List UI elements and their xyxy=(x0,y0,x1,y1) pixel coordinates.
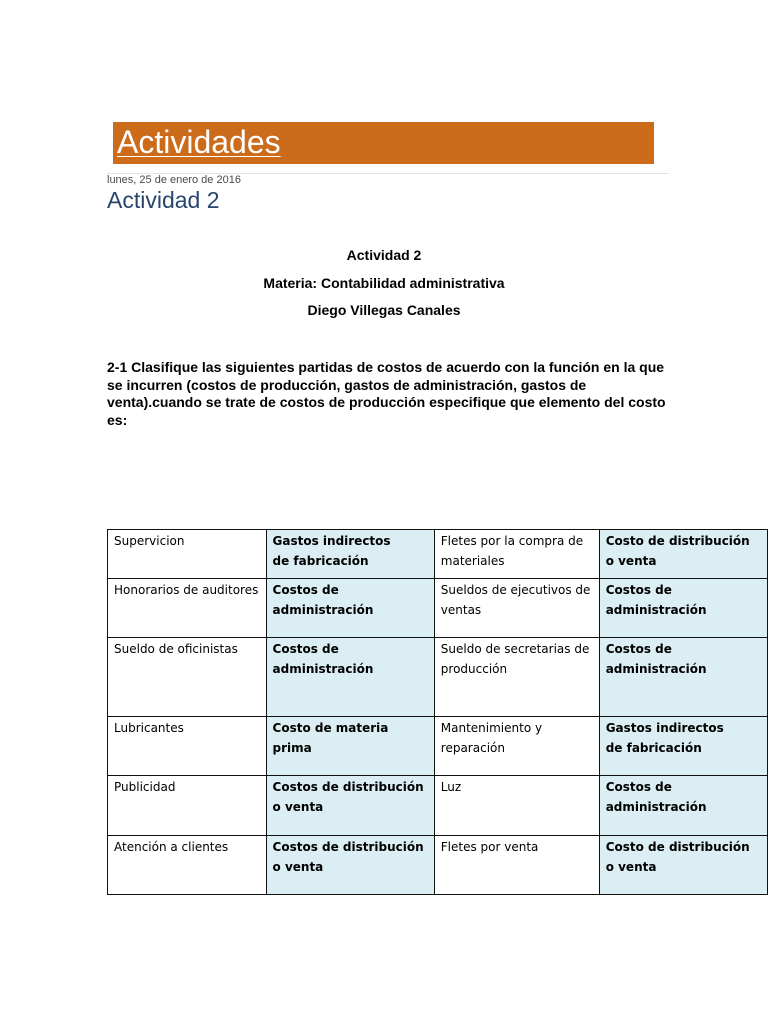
table-cell: Costos de administración xyxy=(599,776,767,836)
table-row xyxy=(108,717,768,776)
table-row xyxy=(108,638,768,717)
document-heading: Actividad 2 xyxy=(346,247,422,263)
post-date: lunes, 25 de enero de 2016 xyxy=(107,174,241,186)
blog-header-banner xyxy=(113,122,654,164)
table-cell: Atención a clientes xyxy=(108,836,267,895)
table-cell: Publicidad xyxy=(108,776,267,836)
cost-classification-table xyxy=(107,529,768,895)
table-cell: Fletes por la compra de materiales xyxy=(434,530,599,579)
question-text: 2-1 Clasifique las siguientes partidas de costos de acuerdo con la función en la que se incurren (costos de producción, gastos de administración, gastos de venta).cuando se trate de costos de producción especifique que elemento del costo es: xyxy=(107,359,666,428)
table-cell: Costo de distribución o venta xyxy=(599,836,767,895)
blog-title-link[interactable]: Actividades xyxy=(117,124,281,160)
table-cell: Luz xyxy=(434,776,599,836)
post-title: Actividad 2 xyxy=(107,187,220,213)
table-cell: Costos de administración xyxy=(266,638,434,717)
table-cell: Costos de distribución o venta xyxy=(266,776,434,836)
table-cell: Supervicion xyxy=(108,530,267,579)
table-row xyxy=(108,530,768,579)
table-row xyxy=(108,836,768,895)
table-cell: Gastos indirectos de fabricación xyxy=(599,717,767,776)
table-row xyxy=(108,579,768,638)
table-cell: Costos de administración xyxy=(599,638,767,717)
table-cell: Costo de distribución o venta xyxy=(599,530,767,579)
table-row xyxy=(108,776,768,836)
table-cell: Lubricantes xyxy=(108,717,267,776)
table-cell: Costo de materia prima xyxy=(266,717,434,776)
document-author: Diego Villegas Canales xyxy=(307,302,461,318)
table-cell: Sueldo de oficinistas xyxy=(108,638,267,717)
table-cell: Costos de administración xyxy=(266,579,434,638)
table-cell: Fletes por venta xyxy=(434,836,599,895)
table-cell: Honorarios de auditores xyxy=(108,579,267,638)
table-cell: Gastos indirectos de fabricación xyxy=(266,530,434,579)
table-cell: Costos de administración xyxy=(599,579,767,638)
document-subject: Materia: Contabilidad administrativa xyxy=(263,275,505,291)
cost-classification-table-wrap xyxy=(107,529,768,895)
table-cell: Sueldo de secretarias de producción xyxy=(434,638,599,717)
table-cell: Sueldos de ejecutivos de ventas xyxy=(434,579,599,638)
table-cell: Costos de distribución o venta xyxy=(266,836,434,895)
table-cell: Mantenimiento y reparación xyxy=(434,717,599,776)
